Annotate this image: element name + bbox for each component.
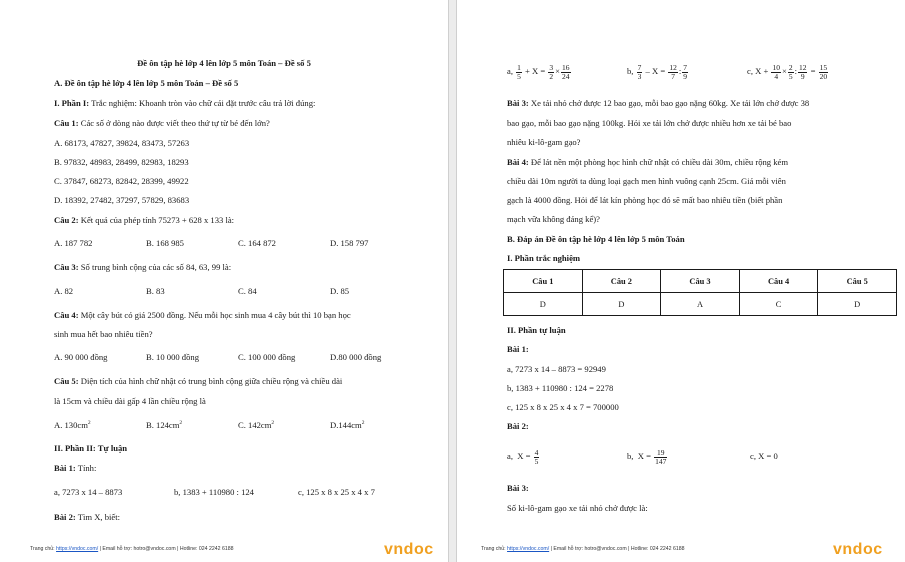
eq-b-frac3-num: 7 (683, 62, 687, 72)
q5-option-b-text: B. 124cm (146, 419, 180, 430)
eq-c-frac4-num: 15 (819, 62, 828, 72)
answer-bai1-a: a, 7273 x 14 – 8873 = 92949 (507, 364, 606, 374)
bai2-text: Tìm X, biết: (75, 512, 120, 522)
q4-label: Câu 4: (54, 310, 79, 320)
eq-c-label: c, (747, 66, 753, 76)
footer-right-prefix: Trang chủ: (481, 546, 508, 552)
equation-c (747, 60, 829, 82)
bai4-text-1: Để lát nền một phòng học hình chữ nhật có chiều dài 30m, chiều rộng kém (528, 157, 789, 167)
q4-option-d: D.80 000 đồng (330, 352, 382, 362)
q1-option-d: D. 18392, 27482, 37297, 57829, 83683 (54, 195, 190, 205)
q5-option-c-sup: 2 (271, 420, 275, 426)
section-b-heading: B. Đáp án Đề ôn tập hè lớp 4 lên lớp 5 môn Toán (507, 234, 685, 244)
equation-b (627, 60, 689, 82)
answer-cell-2: D (582, 293, 661, 316)
answer-bai2-b-frac (654, 449, 667, 466)
q4-option-c: C. 100 000 đồng (238, 352, 296, 362)
answer-table-header-row (504, 270, 897, 293)
eq-b-mid: – X = (645, 66, 666, 76)
q4-option-b: B. 10 000 đồng (146, 352, 199, 362)
q5-option-d-text: D.144cm (330, 419, 362, 430)
q3-option-a: A. 82 (54, 286, 74, 296)
q2-text: Kết quả của phép tính 75273 + 628 x 133 là: (78, 215, 235, 225)
eq-a-frac2-num: 3 (549, 62, 554, 72)
bai4-label: Bài 4: (507, 157, 529, 167)
footer-prefix: Trang chủ: (30, 546, 57, 552)
q5-option-a-sup: 2 (87, 420, 91, 426)
bai1-text: Tính: (75, 463, 97, 473)
bai3-line1 (507, 98, 809, 109)
eq-c-frac2-num: 2 (788, 62, 793, 72)
vndoc-logo: vndoc (384, 541, 434, 558)
answer-bai2-a-den: 5 (534, 456, 539, 466)
answer-header-3: Câu 3 (661, 270, 740, 293)
footer-link[interactable]: https://vndoc.com/ (56, 546, 99, 552)
eq-a-frac2-den: 2 (549, 71, 554, 81)
eq-c-frac4 (819, 64, 829, 81)
answer-bai2-a-num: 4 (534, 447, 539, 457)
bai2-heading (54, 512, 120, 523)
answer-header-5: Câu 5 (818, 270, 897, 293)
q5-option-c (238, 418, 274, 431)
eq-c-frac3-num: 12 (798, 62, 807, 72)
answer-cell-1: D (504, 293, 583, 316)
eq-c-frac1-den: 4 (774, 71, 779, 81)
bai4-line2: chiều dài 10m người ta dùng loại gạch men hình vuông cạnh 25cm. Giá mỗi viên (507, 176, 786, 186)
eq-b-label: b, (627, 66, 634, 76)
q2-label: Câu 2: (54, 215, 79, 225)
answer-bai2-b (627, 445, 668, 467)
part1-heading (54, 98, 315, 109)
eq-c-frac3-den: 9 (800, 71, 805, 81)
eq-a-frac1-den: 5 (517, 71, 521, 81)
eq-b-op: : (678, 66, 682, 76)
eq-c-frac1-num: 10 (772, 62, 780, 72)
answer-bai2-b-num: 19 (654, 449, 667, 458)
answer-bai2-c: c, X = 0 (750, 451, 778, 461)
eq-b-frac1-num: 7 (637, 62, 642, 72)
part2-heading: II. Phần II: Tự luận (54, 443, 128, 453)
eq-a-op: × (555, 66, 560, 76)
q2-option-c: C. 164 872 (238, 238, 276, 248)
answer-bai1-heading: Bài 1: (507, 344, 529, 354)
q5-text: Diện tích của hình chữ nhật có trung bình cộng giữa chiều rộng và chiều dài (78, 376, 343, 386)
eq-b-frac2 (668, 64, 678, 81)
bai3-line3: nhiêu ki-lô-gam gạo? (507, 137, 581, 147)
bai1-heading (54, 463, 96, 474)
q5-option-b-sup: 2 (179, 420, 183, 426)
answer-bai3-text: Số ki-lô-gam gạo xe tải nhỏ chở được là: (507, 503, 648, 513)
bai1-item-c: c, 125 x 8 x 25 x 4 x 7 (298, 487, 375, 497)
q1-question (54, 118, 270, 129)
answer-bai2-b-x: X = (637, 451, 651, 461)
bai4-line3: gạch là 4000 đồng. Hỏi để lát kín phòng học đó sẽ mất bao nhiêu tiền (biết phần (507, 195, 783, 205)
footer-right-contact: | Email hỗ trợ: hotro@vndoc.com | Hotline: 024 2242 6188 (549, 546, 685, 552)
q3-text: Số trung bình cộng của các số 84, 63, 99 là: (78, 262, 232, 272)
answer-table-row (504, 293, 897, 316)
q5-option-c-text: C. 142cm (238, 419, 272, 430)
eq-a-frac2 (548, 64, 554, 81)
eq-c-op2: : (794, 66, 797, 76)
answer-bai2-b-label: b, (627, 451, 634, 461)
answer-part1-heading: I. Phần trắc nghiệm (507, 253, 581, 263)
part1-text: Trắc nghiệm: Khoanh tròn vào chữ cái đặt trước câu trả lời đúng: (89, 98, 316, 108)
q2-option-a: A. 187 782 (54, 238, 93, 248)
eq-c-frac3 (798, 64, 808, 81)
q5-option-b (146, 418, 182, 431)
bai3-label: Bài 3: (507, 98, 529, 108)
answer-header-4: Câu 4 (739, 270, 818, 293)
q4-question-line2: sinh mua hết bao nhiêu tiền? (54, 329, 153, 339)
answer-bai1-c: c, 125 x 8 x 25 x 4 x 7 = 700000 (507, 402, 619, 412)
eq-c-op1: × (781, 66, 787, 76)
eq-b-frac2-den: 7 (671, 71, 675, 81)
q5-option-a (54, 418, 91, 431)
eq-b-frac1-den: 3 (637, 71, 642, 81)
answer-table (503, 269, 897, 316)
q5-option-d (330, 418, 365, 431)
eq-a-label: a, (507, 66, 513, 76)
answer-header-1: Câu 1 (504, 270, 583, 293)
footer (30, 546, 234, 552)
page-gutter (448, 0, 457, 562)
section-a-heading: A. Đề ôn tập hè lớp 4 lên lớp 5 môn Toán – Đề số 5 (54, 78, 239, 88)
bai1-item-b: b, 1383 + 110980 : 124 (174, 487, 254, 497)
q5-option-a-text: A. 130cm (54, 419, 88, 430)
eq-c-frac2-den: 5 (788, 71, 793, 81)
footer-right (481, 546, 685, 552)
q4-option-a: A. 90 000 đồng (54, 352, 108, 362)
eq-c-pre: X + (755, 66, 769, 76)
eq-c-frac4-den: 20 (819, 71, 828, 81)
eq-a-frac3-num: 16 (562, 62, 570, 72)
answer-cell-4: C (739, 293, 818, 316)
footer-contact: | Email hỗ trợ: hotro@vndoc.com | Hotline: 024 2242 6188 (98, 546, 234, 552)
part1-label: I. Phần I: (54, 98, 90, 108)
eq-a-frac3 (561, 64, 571, 81)
answer-bai2-a-frac (534, 449, 540, 466)
equation-a (507, 60, 572, 82)
left-page (0, 0, 448, 562)
eq-a-mid: + X = (525, 66, 546, 76)
q1-label: Câu 1: (54, 118, 79, 128)
q2-question (54, 215, 234, 226)
q3-option-b: B. 83 (146, 286, 165, 296)
answer-bai2-heading: Bài 2: (507, 421, 529, 431)
right-page (457, 0, 905, 562)
q5-question-line2: là 15cm và chiều dài gấp 4 lần chiều rộng là (54, 396, 206, 406)
eq-b-frac2-num: 12 (669, 62, 677, 72)
bai1-label: Bài 1: (54, 463, 76, 473)
bai1-item-a: a, 7273 x 14 – 8873 (54, 487, 123, 497)
q5-question-line1 (54, 376, 342, 387)
q5-label: Câu 5: (54, 376, 79, 386)
eq-a-frac1 (516, 64, 522, 81)
answer-cell-5: D (818, 293, 897, 316)
eq-b-frac3-den: 9 (683, 71, 687, 81)
bai4-line1 (507, 157, 788, 168)
bai3-text-1: Xe tải nhỏ chở được 12 bao gạo, mỗi bao gạo nặng 60kg. Xe tải lớn chở được 38 (528, 98, 810, 108)
answer-bai2-a-label: a, (507, 451, 513, 461)
q4-question-line1 (54, 310, 351, 321)
answer-bai2-b-den: 147 (655, 456, 667, 466)
bai3-line2: bao gạo, mỗi bao gạo nặng 100kg. Hỏi xe tải lớn chở được nhiều hơn xe tải bé bao (507, 118, 792, 128)
q1-option-a: A. 68173, 47827, 39824, 83473, 57263 (54, 138, 190, 148)
eq-c-frac1 (771, 64, 781, 81)
answer-cell-3: A (661, 293, 740, 316)
vndoc-logo-right: vndoc (833, 541, 883, 558)
answer-part2-heading: II. Phần tự luận (507, 325, 566, 335)
eq-b-frac1 (637, 64, 643, 81)
q3-question (54, 262, 231, 273)
answer-header-2: Câu 2 (582, 270, 661, 293)
eq-a-frac1-num: 1 (517, 62, 521, 72)
q1-option-c: C. 37847, 68273, 82842, 28399, 49922 (54, 176, 189, 186)
q3-label: Câu 3: (54, 262, 79, 272)
document-title: Đề ôn tập hè lớp 4 lên lớp 5 môn Toán – Đề số 5 (137, 58, 311, 68)
bai2-label: Bài 2: (54, 512, 76, 522)
q5-option-d-sup: 2 (361, 420, 365, 426)
answer-bai2-a (507, 445, 540, 467)
q2-option-b: B. 168 985 (146, 238, 184, 248)
eq-b-frac3 (682, 64, 688, 81)
q4-text: Một cây bút có giá 2500 đồng. Nếu mỗi học sinh mua 4 cây bút thì 10 bạn học (78, 310, 351, 320)
q3-option-c: C. 84 (238, 286, 257, 296)
q3-option-d: D. 85 (330, 286, 350, 296)
eq-c-frac2 (788, 64, 794, 81)
answer-bai3-heading: Bài 3: (507, 483, 529, 493)
eq-a-frac3-den: 24 (562, 71, 570, 81)
answer-bai2-a-x: X = (517, 451, 531, 461)
answer-bai1-b: b, 1383 + 110980 : 124 = 2278 (507, 383, 614, 393)
bai4-line4: mạch vữa không đáng kể)? (507, 214, 600, 224)
q2-option-d: D. 158 797 (330, 238, 369, 248)
q1-option-b: B. 97832, 48983, 28499, 82983, 18293 (54, 157, 189, 167)
eq-c-equals: = (810, 66, 816, 76)
q1-text: Các số ở dòng nào được viết theo thứ tự từ bé đến lớn? (78, 118, 270, 128)
footer-right-link[interactable]: https://vndoc.com/ (507, 546, 550, 552)
